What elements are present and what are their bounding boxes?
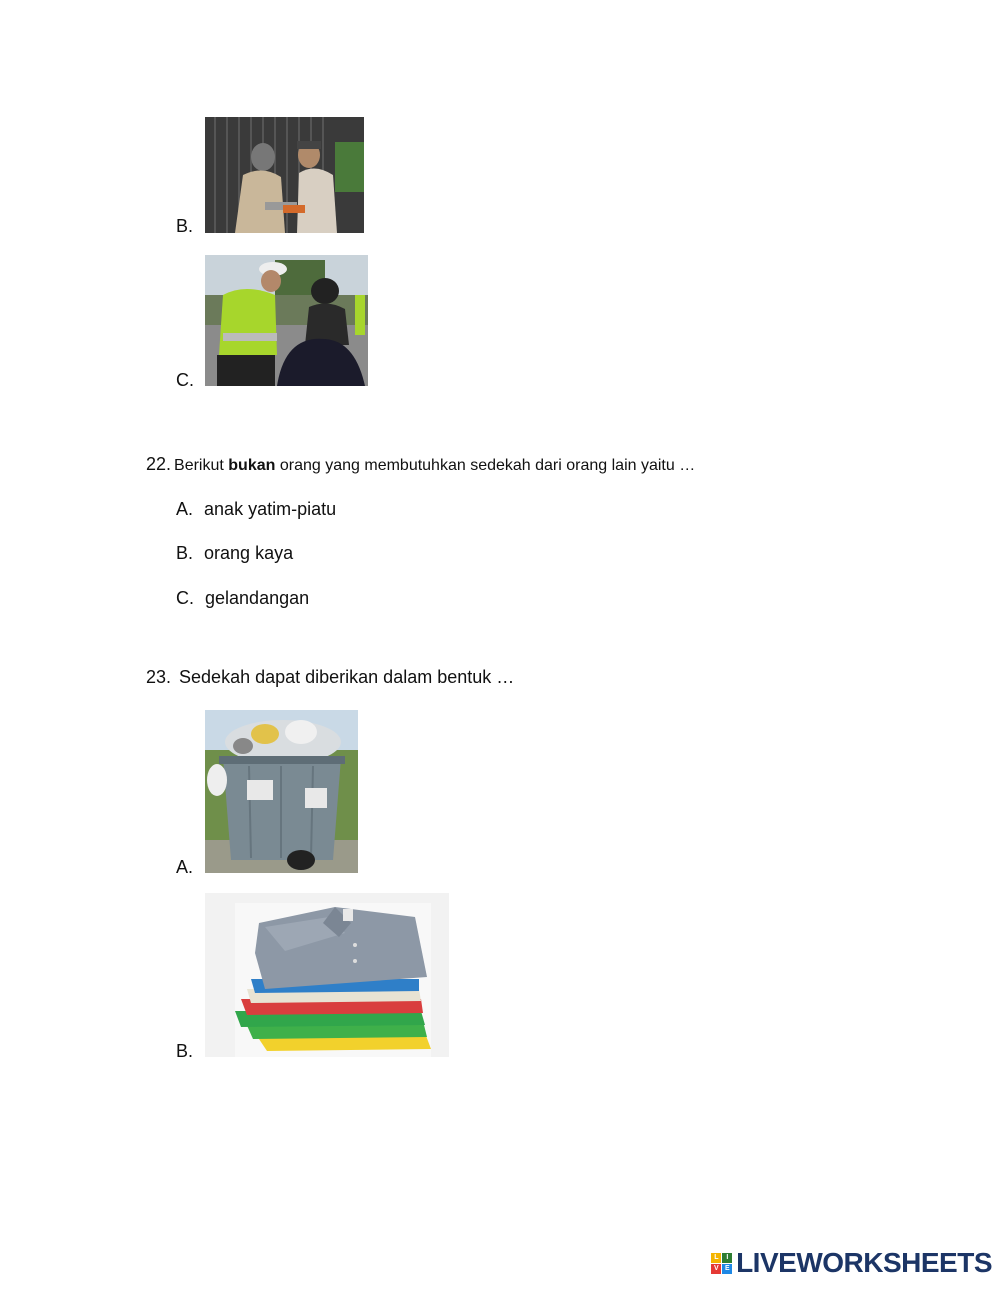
logo-block-i: I [722, 1253, 732, 1263]
question-23 [146, 667, 514, 688]
q22-option-b[interactable] [176, 543, 293, 564]
question-22-text-bold: bukan [228, 457, 276, 474]
question-22 [146, 454, 695, 475]
q21-option-c-label: C. [176, 370, 194, 390]
donation-photo[interactable] [205, 117, 364, 233]
q22-option-a[interactable] [176, 499, 336, 520]
question-22-text-after: orang yang membutuhkan sedekah dari orang lain yaitu … [275, 457, 696, 474]
logo-block-l: L [711, 1253, 721, 1263]
q23-option-a-label: A. [176, 857, 194, 877]
question-23-number: 23. [146, 667, 172, 687]
q22-option-c[interactable] [176, 588, 309, 609]
logo-block-v: V [711, 1264, 721, 1274]
q22-option-b-letter: B. [176, 543, 194, 563]
folded-shirts-photo[interactable] [205, 893, 449, 1057]
trash-bin-photo[interactable] [205, 710, 358, 873]
q21-option-b-label: B. [176, 216, 194, 236]
q22-option-b-text: orang kaya [204, 543, 294, 563]
logo-block-e: E [722, 1264, 732, 1274]
liveworksheets-logo[interactable] [711, 1247, 992, 1279]
question-22-text-before: Berikut [174, 457, 229, 474]
q22-option-a-letter: A. [176, 499, 194, 519]
brand-name: LIVEWORKSHEETS [736, 1247, 992, 1278]
q22-option-a-text: anak yatim-piatu [204, 499, 337, 519]
question-22-number: 22. [146, 454, 172, 474]
q23-option-b-label: B. [176, 1041, 194, 1061]
logo-blocks-icon [711, 1253, 732, 1274]
q22-option-c-letter: C. [176, 588, 194, 608]
question-23-text: Sedekah dapat diberikan dalam bentuk … [179, 667, 515, 687]
police-photo[interactable] [205, 255, 368, 386]
q22-option-c-text: gelandangan [205, 588, 310, 608]
